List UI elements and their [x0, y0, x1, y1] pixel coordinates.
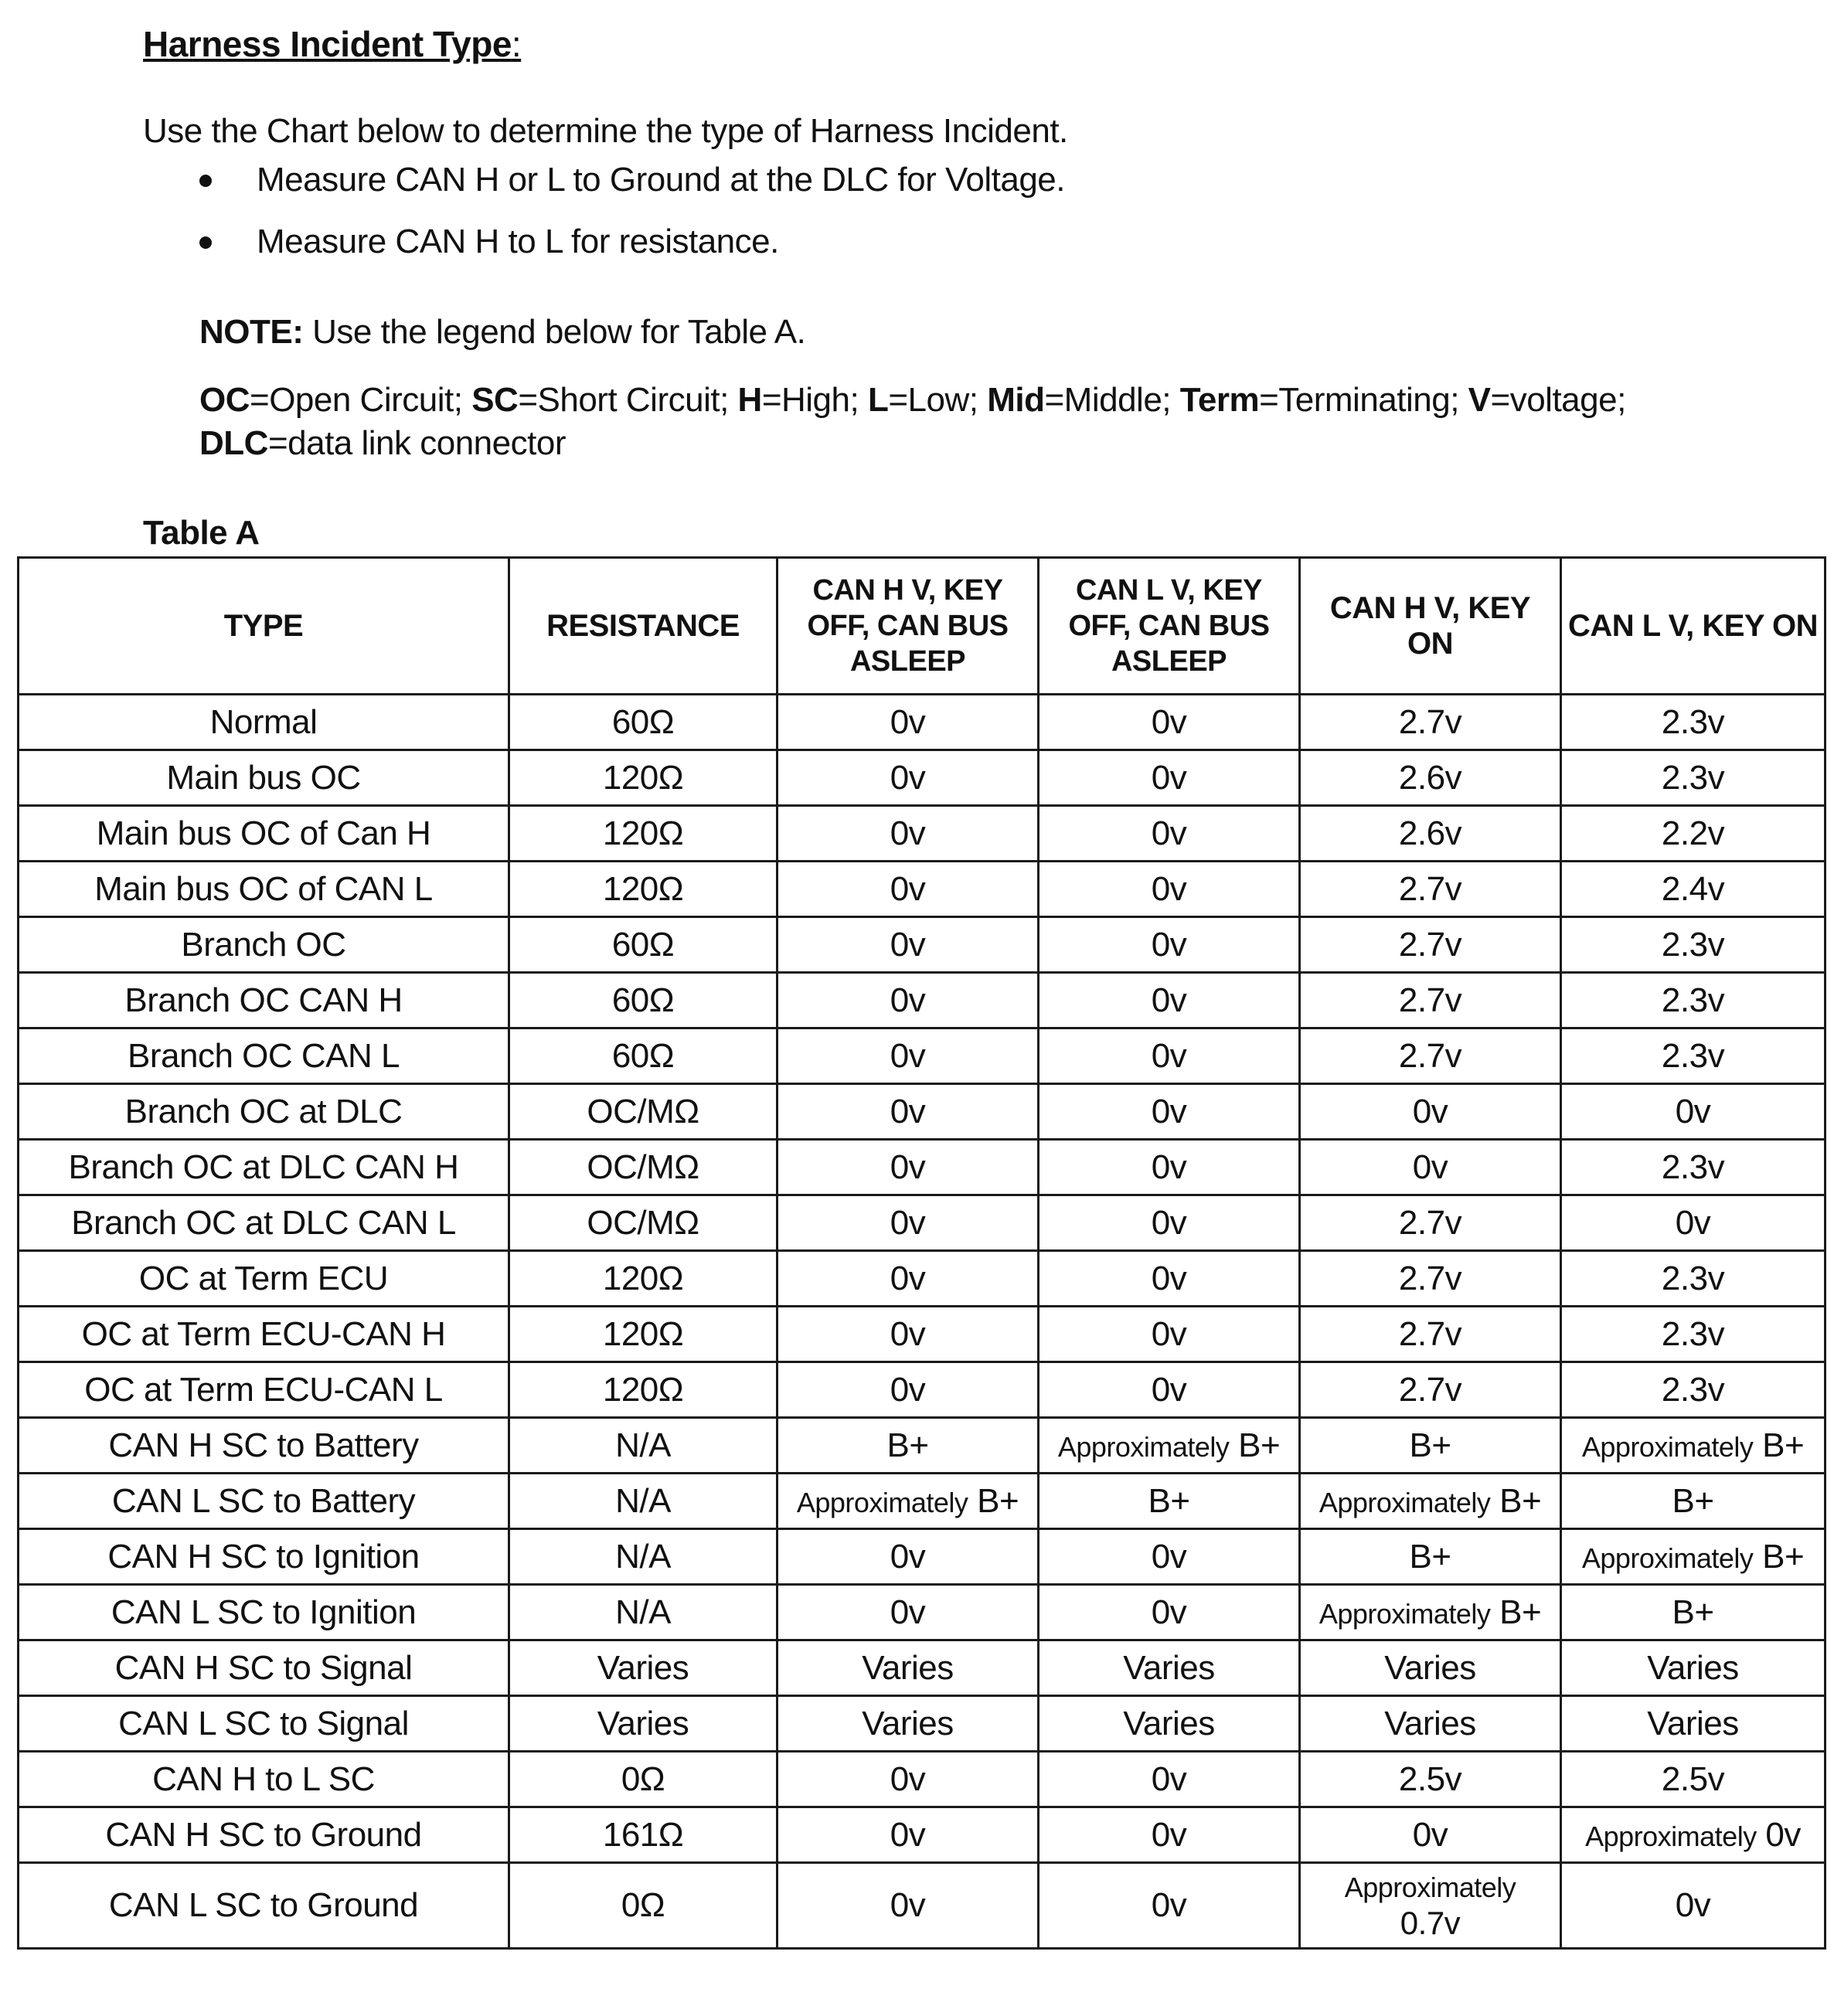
- type-cell: Normal: [19, 695, 509, 750]
- resistance-cell: 120Ω: [509, 862, 777, 917]
- resistance-cell: OC/MΩ: [509, 1084, 777, 1140]
- can-l-key-on-cell: 2.3v: [1561, 1140, 1825, 1195]
- resistance-cell: N/A: [509, 1585, 777, 1640]
- can-h-key-on-cell: 0v: [1300, 1807, 1561, 1863]
- legend-term: V: [1468, 381, 1491, 419]
- can-l-key-on-cell: B+: [1561, 1585, 1825, 1640]
- resistance-cell: Varies: [509, 1696, 777, 1752]
- can-l-key-on-cell: Approximately 0v: [1561, 1807, 1825, 1863]
- can-h-key-on-cell: 0v: [1300, 1084, 1561, 1140]
- can-l-key-on-cell: 2.2v: [1561, 806, 1825, 862]
- heading-title: Harness Incident Type: [143, 24, 512, 64]
- resistance-cell: OC/MΩ: [509, 1195, 777, 1251]
- resistance-cell: 60Ω: [509, 917, 777, 973]
- can-l-key-on-cell: B+: [1561, 1474, 1825, 1529]
- type-cell: Branch OC at DLC: [19, 1084, 509, 1140]
- table-row: [19, 1362, 1825, 1418]
- can-l-key-off-cell: 0v: [1039, 973, 1300, 1028]
- table-row: [19, 1807, 1825, 1863]
- can-h-key-off-cell: 0v: [777, 1028, 1039, 1084]
- table-body: [19, 695, 1825, 1949]
- can-h-key-on-cell: 2.6v: [1300, 750, 1561, 806]
- intro-text: Use the Chart below to determine the type of Harness Incident.: [143, 112, 1068, 150]
- resistance-cell: 60Ω: [509, 973, 777, 1028]
- can-l-key-off-cell: 0v: [1039, 1362, 1300, 1418]
- can-l-key-on-cell: 2.4v: [1561, 862, 1825, 917]
- table-row: [19, 1640, 1825, 1696]
- table-row: [19, 973, 1825, 1028]
- type-cell: Branch OC: [19, 917, 509, 973]
- can-l-key-on-cell: 2.3v: [1561, 750, 1825, 806]
- can-l-key-on-cell: 2.3v: [1561, 1307, 1825, 1362]
- legend-def: =Middle;: [1044, 381, 1180, 419]
- legend-def: =Low;: [888, 381, 988, 419]
- can-l-key-off-cell: 0v: [1039, 1140, 1300, 1195]
- can-h-key-off-cell: 0v: [777, 695, 1039, 750]
- can-h-key-on-cell: B+: [1300, 1529, 1561, 1585]
- type-cell: CAN H SC to Ignition: [19, 1529, 509, 1585]
- legend-def: =voltage;: [1490, 381, 1626, 419]
- can-h-key-off-cell: Approximately B+: [777, 1474, 1039, 1529]
- table-row: [19, 1418, 1825, 1474]
- table-row: [19, 917, 1825, 973]
- table-row: [19, 1696, 1825, 1752]
- can-l-key-off-cell: B+: [1039, 1474, 1300, 1529]
- type-cell: OC at Term ECU-CAN L: [19, 1362, 509, 1418]
- resistance-cell: N/A: [509, 1474, 777, 1529]
- can-h-key-off-cell: 0v: [777, 1307, 1039, 1362]
- type-cell: CAN H SC to Ground: [19, 1807, 509, 1863]
- can-h-key-off-cell: 0v: [777, 917, 1039, 973]
- table-title: Table A: [143, 514, 260, 552]
- type-cell: OC at Term ECU-CAN H: [19, 1307, 509, 1362]
- table-row: [19, 1028, 1825, 1084]
- resistance-cell: OC/MΩ: [509, 1140, 777, 1195]
- table-row: [19, 1251, 1825, 1307]
- legend-def: =Short Circuit;: [518, 381, 738, 419]
- can-l-key-on-cell: Varies: [1561, 1640, 1825, 1696]
- header-can-h-key-on: CAN H V, KEY ON: [1300, 558, 1561, 695]
- type-cell: Branch OC at DLC CAN L: [19, 1195, 509, 1251]
- legend-term: OC: [199, 381, 250, 419]
- type-cell: Main bus OC of CAN L: [19, 862, 509, 917]
- can-l-key-off-cell: 0v: [1039, 1084, 1300, 1140]
- page-heading: [143, 23, 521, 65]
- type-cell: CAN L SC to Ignition: [19, 1585, 509, 1640]
- can-l-key-off-cell: 0v: [1039, 862, 1300, 917]
- can-h-key-off-cell: 0v: [777, 1863, 1039, 1949]
- type-cell: CAN H SC to Signal: [19, 1640, 509, 1696]
- legend-term: Term: [1179, 381, 1260, 419]
- can-h-key-on-cell: 2.7v: [1300, 1362, 1561, 1418]
- can-l-key-on-cell: Approximately B+: [1561, 1418, 1825, 1474]
- header-can-l-key-off: CAN L V, KEY OFF, CAN BUS ASLEEP: [1039, 558, 1300, 695]
- can-h-key-off-cell: 0v: [777, 806, 1039, 862]
- table-row: [19, 1140, 1825, 1195]
- can-h-key-off-cell: 0v: [777, 1529, 1039, 1585]
- can-l-key-on-cell: 0v: [1561, 1195, 1825, 1251]
- can-h-key-on-cell: 2.5v: [1300, 1752, 1561, 1807]
- table-row: [19, 1863, 1825, 1949]
- can-h-key-on-cell: 2.7v: [1300, 917, 1561, 973]
- resistance-cell: 161Ω: [509, 1807, 777, 1863]
- can-h-key-on-cell: 2.6v: [1300, 806, 1561, 862]
- can-l-key-off-cell: Varies: [1039, 1640, 1300, 1696]
- can-h-key-off-cell: Varies: [777, 1640, 1039, 1696]
- can-l-key-on-cell: 2.5v: [1561, 1752, 1825, 1807]
- type-cell: CAN H to L SC: [19, 1752, 509, 1807]
- type-cell: Main bus OC: [19, 750, 509, 806]
- table-row: [19, 1752, 1825, 1807]
- can-l-key-on-cell: 2.3v: [1561, 695, 1825, 750]
- can-h-key-off-cell: 0v: [777, 1084, 1039, 1140]
- type-cell: Branch OC CAN L: [19, 1028, 509, 1084]
- resistance-cell: N/A: [509, 1418, 777, 1474]
- can-h-key-on-cell: 2.7v: [1300, 1251, 1561, 1307]
- type-cell: CAN L SC to Signal: [19, 1696, 509, 1752]
- can-l-key-off-cell: 0v: [1039, 1251, 1300, 1307]
- legend: [199, 379, 1668, 465]
- type-cell: OC at Term ECU: [19, 1251, 509, 1307]
- resistance-cell: 120Ω: [509, 750, 777, 806]
- header-type: TYPE: [19, 558, 509, 695]
- can-l-key-on-cell: 2.3v: [1561, 917, 1825, 973]
- resistance-cell: 60Ω: [509, 1028, 777, 1084]
- legend-term: DLC: [199, 424, 268, 462]
- legend-term: SC: [471, 381, 519, 419]
- can-h-key-on-cell: 2.7v: [1300, 1028, 1561, 1084]
- header-can-h-key-off: CAN H V, KEY OFF, CAN BUS ASLEEP: [777, 558, 1039, 695]
- type-cell: Branch OC CAN H: [19, 973, 509, 1028]
- legend-def: =High;: [761, 381, 868, 419]
- resistance-cell: 120Ω: [509, 806, 777, 862]
- resistance-cell: 120Ω: [509, 1251, 777, 1307]
- type-cell: CAN L SC to Battery: [19, 1474, 509, 1529]
- type-cell: CAN L SC to Ground: [19, 1863, 509, 1949]
- table-row: [19, 862, 1825, 917]
- can-h-key-on-cell: B+: [1300, 1418, 1561, 1474]
- table-row: [19, 750, 1825, 806]
- can-l-key-on-cell: Approximately B+: [1561, 1529, 1825, 1585]
- note-label: NOTE:: [199, 313, 304, 351]
- table-row: [19, 1307, 1825, 1362]
- header-can-l-key-on: CAN L V, KEY ON: [1561, 558, 1825, 695]
- legend-def: =data link connector: [267, 424, 566, 462]
- resistance-cell: 120Ω: [509, 1362, 777, 1418]
- resistance-cell: Varies: [509, 1640, 777, 1696]
- can-l-key-on-cell: 2.3v: [1561, 1251, 1825, 1307]
- can-l-key-off-cell: 0v: [1039, 1195, 1300, 1251]
- can-h-key-off-cell: Varies: [777, 1696, 1039, 1752]
- legend-def: =Terminating;: [1259, 381, 1468, 419]
- legend-def: =Open Circuit;: [250, 381, 472, 419]
- table-row: [19, 1585, 1825, 1640]
- can-h-key-off-cell: 0v: [777, 1752, 1039, 1807]
- instruction-list: [193, 158, 1065, 282]
- heading-colon: :: [511, 24, 522, 64]
- can-l-key-on-cell: 0v: [1561, 1863, 1825, 1949]
- type-cell: CAN H SC to Battery: [19, 1418, 509, 1474]
- can-l-key-off-cell: 0v: [1039, 1028, 1300, 1084]
- resistance-cell: 120Ω: [509, 1307, 777, 1362]
- can-h-key-off-cell: 0v: [777, 1140, 1039, 1195]
- can-l-key-off-cell: 0v: [1039, 806, 1300, 862]
- can-l-key-off-cell: 0v: [1039, 1807, 1300, 1863]
- can-l-key-off-cell: Approximately B+: [1039, 1418, 1300, 1474]
- harness-incident-table: [17, 556, 1826, 1950]
- table-row: [19, 1195, 1825, 1251]
- legend-term: L: [867, 381, 889, 419]
- note-text: Use the legend below for Table A.: [303, 313, 806, 351]
- can-l-key-on-cell: Varies: [1561, 1696, 1825, 1752]
- can-h-key-off-cell: 0v: [777, 1195, 1039, 1251]
- can-h-key-on-cell: Approximately B+: [1300, 1474, 1561, 1529]
- can-h-key-off-cell: 0v: [777, 1807, 1039, 1863]
- can-h-key-on-cell: 2.7v: [1300, 862, 1561, 917]
- resistance-cell: 0Ω: [509, 1863, 777, 1949]
- legend-term: H: [737, 381, 762, 419]
- can-l-key-off-cell: 0v: [1039, 1529, 1300, 1585]
- can-h-key-on-cell: Varies: [1300, 1640, 1561, 1696]
- note: [199, 313, 805, 352]
- can-h-key-off-cell: 0v: [777, 973, 1039, 1028]
- can-l-key-on-cell: 0v: [1561, 1084, 1825, 1140]
- table-row: [19, 1529, 1825, 1585]
- resistance-cell: 60Ω: [509, 695, 777, 750]
- can-l-key-off-cell: 0v: [1039, 750, 1300, 806]
- can-h-key-on-cell: 2.7v: [1300, 1195, 1561, 1251]
- instruction-item: Measure CAN H or L to Ground at the DLC for Voltage.: [193, 158, 1065, 220]
- resistance-cell: N/A: [509, 1529, 777, 1585]
- can-l-key-off-cell: Varies: [1039, 1696, 1300, 1752]
- can-h-key-on-cell: Approximately B+: [1300, 1585, 1561, 1640]
- legend-term: Mid: [987, 381, 1045, 419]
- can-h-key-on-cell: Approximately 0.7v: [1300, 1863, 1561, 1949]
- can-h-key-off-cell: B+: [777, 1418, 1039, 1474]
- can-h-key-off-cell: 0v: [777, 862, 1039, 917]
- header-resistance: RESISTANCE: [509, 558, 777, 695]
- resistance-cell: 0Ω: [509, 1752, 777, 1807]
- can-h-key-on-cell: 2.7v: [1300, 1307, 1561, 1362]
- can-l-key-off-cell: 0v: [1039, 1585, 1300, 1640]
- can-h-key-on-cell: 2.7v: [1300, 695, 1561, 750]
- can-l-key-off-cell: 0v: [1039, 1752, 1300, 1807]
- can-h-key-off-cell: 0v: [777, 1362, 1039, 1418]
- can-h-key-on-cell: 2.7v: [1300, 973, 1561, 1028]
- can-l-key-on-cell: 2.3v: [1561, 973, 1825, 1028]
- can-h-key-off-cell: 0v: [777, 1585, 1039, 1640]
- can-h-key-on-cell: Varies: [1300, 1696, 1561, 1752]
- table-row: [19, 806, 1825, 862]
- table-row: [19, 695, 1825, 750]
- can-l-key-off-cell: 0v: [1039, 695, 1300, 750]
- can-l-key-off-cell: 0v: [1039, 1863, 1300, 1949]
- type-cell: Branch OC at DLC CAN H: [19, 1140, 509, 1195]
- can-h-key-off-cell: 0v: [777, 750, 1039, 806]
- table-row: [19, 1474, 1825, 1529]
- can-l-key-on-cell: 2.3v: [1561, 1028, 1825, 1084]
- can-h-key-off-cell: 0v: [777, 1251, 1039, 1307]
- table-header-row: [19, 558, 1825, 695]
- instruction-item: Measure CAN H to L for resistance.: [193, 220, 1065, 282]
- type-cell: Main bus OC of Can H: [19, 806, 509, 862]
- can-h-key-on-cell: 0v: [1300, 1140, 1561, 1195]
- can-l-key-off-cell: 0v: [1039, 917, 1300, 973]
- can-l-key-off-cell: 0v: [1039, 1307, 1300, 1362]
- table-row: [19, 1084, 1825, 1140]
- can-l-key-on-cell: 2.3v: [1561, 1362, 1825, 1418]
